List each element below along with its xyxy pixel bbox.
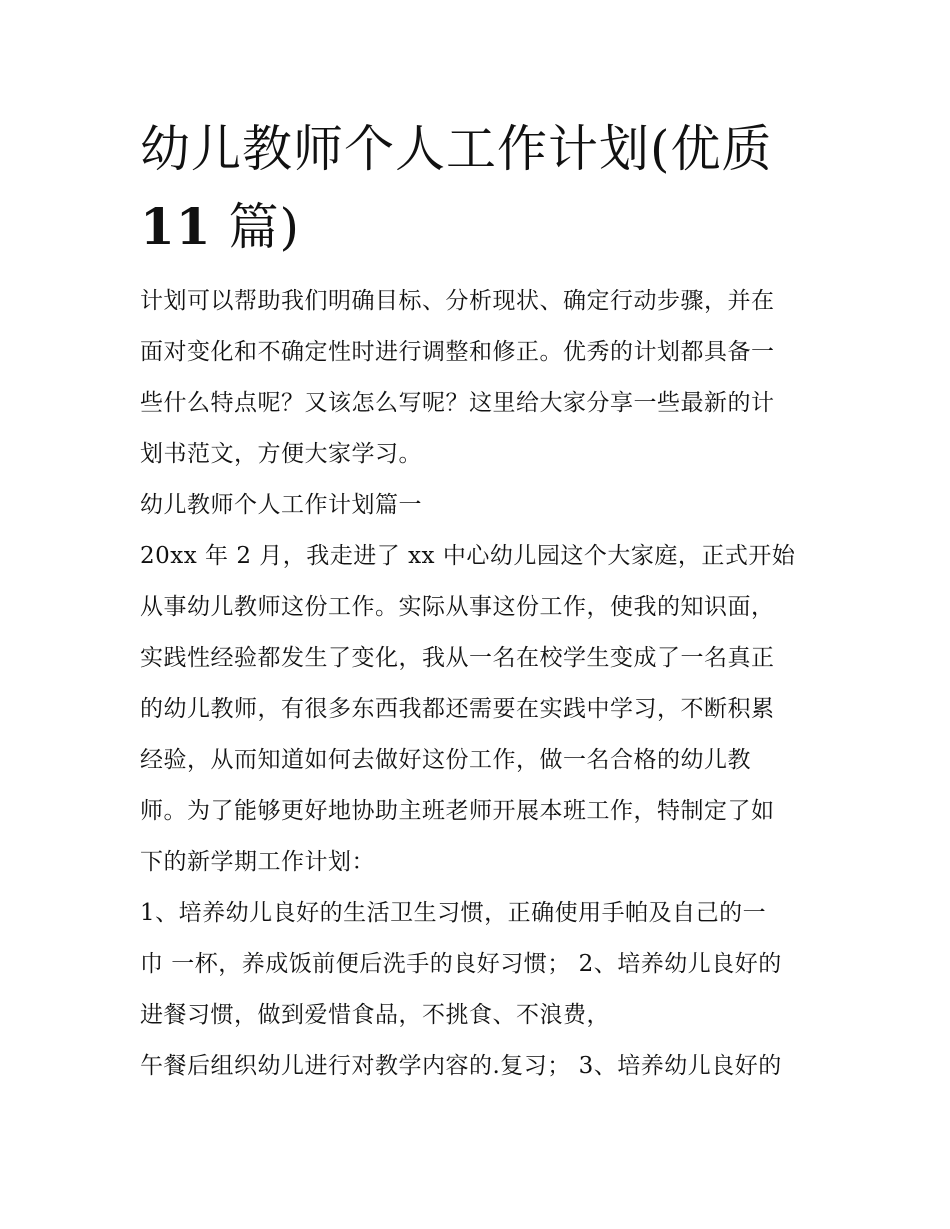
list-line: 进餐习惯，做到爱惜食品，不挑食、不浪费， (140, 1002, 610, 1028)
list-line: 1、培养幼儿良好的生活卫生习惯，正确使用手帕及自己的一 (140, 900, 767, 926)
section-heading-text: 幼儿教师个人工作计划篇一 (140, 492, 422, 518)
section-line: 师。为了能够更好地协助主班老师开展本班工作，特制定了如 (140, 798, 775, 824)
list-line: 午餐后组织幼儿进行对教学内容的.复习； 3、培养幼儿良好的 (140, 1053, 782, 1079)
section-line: 20xx 年 2 月，我走进了 xx 中心幼儿园这个大家庭，正式开始 (140, 543, 796, 569)
list-line: 巾 一杯，养成饭前便后洗手的良好习惯； 2、培养幼儿良好的 (140, 951, 782, 977)
intro-line: 面对变化和不确定性时进行调整和修正。优秀的计划都具备一 (140, 339, 775, 365)
intro-line: 计划可以帮助我们明确目标、分析现状、确定行动步骤，并在 (140, 288, 775, 314)
section-line: 实践性经验都发生了变化，我从一名在校学生变成了一名真正 (140, 645, 775, 671)
title-number: 11 (140, 197, 212, 256)
title-line-2 (140, 188, 780, 266)
intro-paragraph (140, 276, 820, 480)
document-page (140, 110, 820, 1092)
section-heading (140, 480, 820, 531)
title-line-1: 幼儿教师个人工作计划(优质 (140, 120, 773, 178)
section-line: 经验，从而知道如何去做好这份工作，做一名合格的幼儿教 (140, 747, 751, 773)
section-line: 的幼儿教师，有很多东西我都还需要在实践中学习，不断积累 (140, 696, 775, 722)
title-suffix: 篇) (228, 198, 301, 256)
section-line: 从事幼儿教师这份工作。实际从事这份工作，使我的知识面， (140, 594, 775, 620)
intro-line: 些什么特点呢？又该怎么写呢？这里给大家分享一些最新的计 (140, 390, 775, 416)
section-line: 下的新学期工作计划： (140, 849, 375, 875)
section-paragraph (140, 531, 820, 888)
list-paragraph (140, 888, 820, 1092)
intro-line: 划书范文，方便大家学习。 (140, 441, 422, 467)
document-title (140, 110, 780, 266)
